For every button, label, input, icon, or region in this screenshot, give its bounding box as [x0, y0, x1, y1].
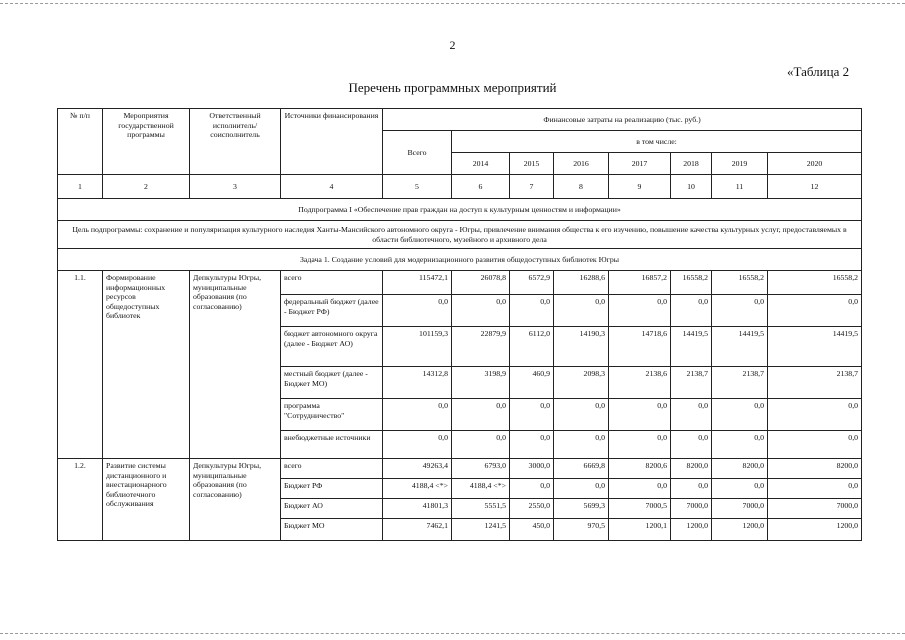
amount-year: 0,0 [452, 431, 510, 459]
amount-year: 0,0 [554, 431, 609, 459]
amount-total: 4188,4 <*> [383, 479, 452, 499]
subprogram-title: Подпрограмма I «Обеспечение прав граждан на доступ к культурным ценностям и информации» [58, 199, 862, 221]
amount-year: 460,9 [510, 367, 554, 399]
amount-total: 0,0 [383, 431, 452, 459]
amount-year: 22879,9 [452, 327, 510, 367]
column-number: 11 [712, 175, 768, 199]
amount-year: 2138,6 [609, 367, 671, 399]
column-number: 3 [190, 175, 281, 199]
activity-executor: Депкультуры Югры, муниципальные образования (по согласованию) [190, 271, 281, 459]
amount-year: 14419,5 [712, 327, 768, 367]
column-number: 6 [452, 175, 510, 199]
amount-year: 0,0 [609, 295, 671, 327]
subprogram-goal: Цель подпрограммы: сохранение и популяризация культурного наследия Ханты-Мансийского автономного округа - Югры, привлечение внимания общества к его изучению, повышение качества культурных услуг, предоставляемых в области библиотечного, музейного и архивного дела [58, 221, 862, 249]
amount-year: 5551,5 [452, 499, 510, 519]
amount-total: 7462,1 [383, 519, 452, 541]
amount-year: 0,0 [510, 479, 554, 499]
header-including: в том числе: [452, 131, 862, 153]
amount-year: 8200,0 [768, 459, 862, 479]
column-number: 1 [58, 175, 103, 199]
funding-source: федеральный бюджет (далее - Бюджет РФ) [281, 295, 383, 327]
task-title: Задача 1. Создание условий для модернизационного развития общедоступных библиотек Югры [58, 249, 862, 271]
amount-year: 0,0 [768, 431, 862, 459]
column-number: 5 [383, 175, 452, 199]
activity-row [58, 459, 862, 479]
amount-year: 8200,0 [712, 459, 768, 479]
amount-year: 6793,0 [452, 459, 510, 479]
amount-year: 970,5 [554, 519, 609, 541]
amount-year: 6669,8 [554, 459, 609, 479]
amount-year: 0,0 [609, 479, 671, 499]
column-number: 8 [554, 175, 609, 199]
funding-source: программа "Сотрудничество" [281, 399, 383, 431]
amount-year: 7000,5 [609, 499, 671, 519]
header-total: Всего [383, 131, 452, 175]
amount-total: 49263,4 [383, 459, 452, 479]
amount-year: 14190,3 [554, 327, 609, 367]
activity-name: Формирование информационных ресурсов общедоступных библиотек [103, 271, 190, 459]
amount-year: 0,0 [712, 431, 768, 459]
activity-executor: Депкультуры Югры, муниципальные образования (по согласованию) [190, 459, 281, 541]
activity-row [58, 271, 862, 295]
amount-year: 3198,9 [452, 367, 510, 399]
amount-year: 6572,9 [510, 271, 554, 295]
amount-year: 16558,2 [768, 271, 862, 295]
amount-year: 2550,0 [510, 499, 554, 519]
amount-year: 0,0 [768, 479, 862, 499]
funding-source: бюджет автономного округа (далее - Бюджет АО) [281, 327, 383, 367]
header-year: 2018 [671, 153, 712, 175]
amount-year: 4188,4 <*> [452, 479, 510, 499]
document-title: Перечень программных мероприятий [348, 80, 557, 95]
amount-year: 8200,6 [609, 459, 671, 479]
amount-year: 0,0 [510, 295, 554, 327]
amount-year: 2138,7 [712, 367, 768, 399]
column-number: 12 [768, 175, 862, 199]
scan-edge-bottom [0, 633, 905, 635]
amount-year: 0,0 [768, 295, 862, 327]
amount-year: 6112,0 [510, 327, 554, 367]
column-number: 4 [281, 175, 383, 199]
activity-number: 1.1. [58, 271, 103, 459]
header-finance: Финансовые затраты на реализацию (тыс. руб.) [383, 109, 862, 131]
header-row-1 [58, 109, 862, 131]
amount-year: 2138,7 [768, 367, 862, 399]
amount-year: 7000,0 [712, 499, 768, 519]
column-number: 9 [609, 175, 671, 199]
amount-total: 0,0 [383, 295, 452, 327]
amount-year: 16857,2 [609, 271, 671, 295]
subprogram-row [58, 199, 862, 221]
activity-name: Развитие системы дистанционного и внестационарного библиотечного обслуживания [103, 459, 190, 541]
column-number: 10 [671, 175, 712, 199]
amount-year: 0,0 [554, 479, 609, 499]
amount-total: 101159,3 [383, 327, 452, 367]
amount-year: 0,0 [768, 399, 862, 431]
amount-year: 8200,0 [671, 459, 712, 479]
program-measures-table [57, 108, 862, 541]
page-number: 2 [449, 38, 456, 52]
amount-year: 3000,0 [510, 459, 554, 479]
header-year: 2019 [712, 153, 768, 175]
scan-edge-top [0, 3, 905, 5]
funding-source: всего [281, 271, 383, 295]
header-year: 2020 [768, 153, 862, 175]
goal-row [58, 221, 862, 249]
column-number-row [58, 175, 862, 199]
amount-year: 0,0 [510, 431, 554, 459]
amount-year: 16558,2 [712, 271, 768, 295]
amount-year: 0,0 [712, 399, 768, 431]
amount-year: 0,0 [671, 431, 712, 459]
table-label: «Таблица 2 [787, 64, 850, 79]
amount-year: 26078,8 [452, 271, 510, 295]
funding-source: Бюджет РФ [281, 479, 383, 499]
amount-year: 7000,0 [671, 499, 712, 519]
amount-year: 0,0 [671, 399, 712, 431]
header-num: № п/п [58, 109, 103, 175]
amount-year: 14718,6 [609, 327, 671, 367]
amount-year: 1200,1 [609, 519, 671, 541]
funding-source: Бюджет МО [281, 519, 383, 541]
amount-year: 0,0 [712, 479, 768, 499]
header-source: Источники финансирования [281, 109, 383, 175]
amount-year: 0,0 [510, 399, 554, 431]
header-year: 2017 [609, 153, 671, 175]
header-year: 2016 [554, 153, 609, 175]
amount-total: 41801,3 [383, 499, 452, 519]
column-number: 7 [510, 175, 554, 199]
amount-year: 7000,0 [768, 499, 862, 519]
amount-year: 1200,0 [712, 519, 768, 541]
amount-year: 0,0 [609, 431, 671, 459]
amount-year: 0,0 [671, 479, 712, 499]
header-year: 2014 [452, 153, 510, 175]
amount-total: 115472,1 [383, 271, 452, 295]
column-number: 2 [103, 175, 190, 199]
header-measure: Мероприятия государственной программы [103, 109, 190, 175]
amount-year: 1241,5 [452, 519, 510, 541]
amount-year: 1200,0 [768, 519, 862, 541]
amount-year: 0,0 [609, 399, 671, 431]
amount-year: 450,0 [510, 519, 554, 541]
amount-year: 16288,6 [554, 271, 609, 295]
task-row [58, 249, 862, 271]
funding-source: Бюджет АО [281, 499, 383, 519]
amount-year: 16558,2 [671, 271, 712, 295]
amount-year: 0,0 [554, 399, 609, 431]
amount-year: 2098,3 [554, 367, 609, 399]
amount-year: 0,0 [452, 295, 510, 327]
amount-year: 2138,7 [671, 367, 712, 399]
amount-year: 5699,3 [554, 499, 609, 519]
activity-number: 1.2. [58, 459, 103, 541]
header-executor: Ответственный исполнитель/соисполнитель [190, 109, 281, 175]
funding-source: внебюджетные источники [281, 431, 383, 459]
amount-year: 14419,5 [768, 327, 862, 367]
amount-year: 0,0 [671, 295, 712, 327]
amount-year: 0,0 [452, 399, 510, 431]
amount-total: 0,0 [383, 399, 452, 431]
header-year: 2015 [510, 153, 554, 175]
amount-year: 0,0 [554, 295, 609, 327]
amount-year: 0,0 [712, 295, 768, 327]
funding-source: всего [281, 459, 383, 479]
funding-source: местный бюджет (далее - Бюджет МО) [281, 367, 383, 399]
amount-year: 14419,5 [671, 327, 712, 367]
amount-year: 1200,0 [671, 519, 712, 541]
amount-total: 14312,8 [383, 367, 452, 399]
